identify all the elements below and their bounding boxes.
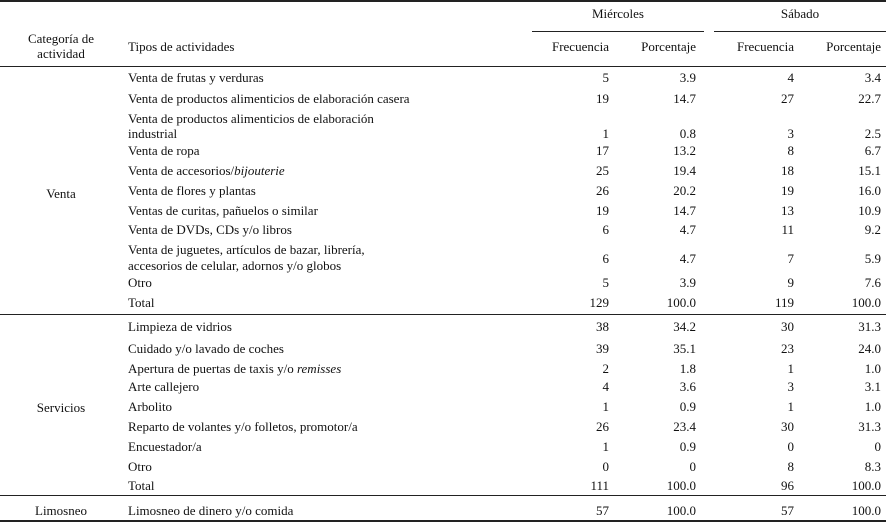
- header-saturday: Sábado: [780, 6, 820, 21]
- sat-frequency-cell: 11: [781, 222, 794, 237]
- sat-frequency-cell: 119: [774, 295, 794, 310]
- sat-percentage-cell: 1.0: [864, 399, 881, 414]
- sat-frequency-cell: 30: [781, 319, 794, 334]
- sat-percentage-cell: 3.4: [864, 70, 881, 85]
- wed-percentage-cell: 0.8: [679, 126, 696, 141]
- wed-percentage-cell: 14.7: [673, 203, 696, 218]
- wed-frequency-cell: 6: [602, 222, 609, 237]
- category-venta: Venta: [46, 186, 76, 201]
- sat-frequency-cell: 8: [787, 143, 794, 158]
- sat-percentage-cell: 10.9: [858, 203, 881, 218]
- header-sat-percentage: Porcentaje: [826, 39, 881, 54]
- header-category-line1: Categoría de: [27, 31, 95, 46]
- wed-percentage-cell: 3.9: [679, 70, 696, 85]
- activity-label: Venta de productos alimenticios de elaboración: [128, 111, 374, 126]
- activity-label: Limpieza de vidrios: [128, 319, 232, 334]
- sat-frequency-cell: 27: [781, 91, 794, 106]
- activity-label: Venta de flores y plantas: [128, 183, 256, 198]
- wed-frequency-cell: 26: [596, 419, 609, 434]
- wed-frequency-cell: 5: [602, 70, 609, 85]
- sat-percentage-cell: 1.0: [864, 361, 881, 376]
- sat-frequency-cell: 1: [787, 361, 794, 376]
- activity-label: Venta de accesorios/bijouterie: [128, 163, 285, 178]
- sat-percentage-cell: 24.0: [858, 341, 881, 356]
- wed-header-underline: [532, 31, 704, 32]
- wed-frequency-cell: 25: [596, 163, 609, 178]
- activity-label: Venta de productos alimenticios de elaboración casera: [128, 91, 410, 106]
- header-wed-percentage: Porcentaje: [641, 39, 696, 54]
- wed-frequency-cell: 129: [589, 295, 609, 310]
- wed-frequency-cell: 38: [596, 319, 609, 334]
- activity-label: Ventas de curitas, pañuelos o similar: [128, 203, 318, 218]
- wed-frequency-cell: 19: [596, 91, 609, 106]
- activity-label: Venta de DVDs, CDs y/o libros: [128, 222, 292, 237]
- sat-frequency-cell: 96: [781, 478, 794, 493]
- activity-label: Total: [128, 295, 155, 310]
- sat-percentage-cell: 31.3: [858, 319, 881, 334]
- sat-frequency-cell: 7: [787, 251, 794, 266]
- activity-label: Arbolito: [128, 399, 173, 414]
- activity-label: Venta de frutas y verduras: [128, 70, 264, 85]
- activity-label: Venta de juguetes, artículos de bazar, librería,: [128, 242, 365, 257]
- activity-label: Limosneo de dinero y/o comida: [128, 503, 294, 518]
- top-rule: [0, 0, 886, 2]
- sat-percentage-cell: 100.0: [851, 478, 881, 493]
- category-servicios: Servicios: [36, 400, 86, 415]
- wed-percentage-cell: 20.2: [673, 183, 696, 198]
- sat-frequency-cell: 9: [787, 275, 794, 290]
- sat-percentage-cell: 3.1: [864, 379, 881, 394]
- activity-label: Venta de ropa: [128, 143, 200, 158]
- sat-frequency-cell: 30: [781, 419, 794, 434]
- sat-percentage-cell: 9.2: [864, 222, 881, 237]
- wed-percentage-cell: 19.4: [673, 163, 696, 178]
- header-category-line2: actividad: [37, 46, 85, 61]
- wed-frequency-cell: 57: [596, 503, 609, 518]
- wed-percentage-cell: 0.9: [679, 439, 696, 454]
- wed-percentage-cell: 4.7: [679, 222, 696, 237]
- bottom-rule: [0, 520, 886, 522]
- wed-frequency-cell: 1: [602, 126, 609, 141]
- wed-frequency-cell: 0: [602, 459, 609, 474]
- sat-frequency-cell: 4: [787, 70, 794, 85]
- sat-frequency-cell: 23: [781, 341, 794, 356]
- wed-frequency-cell: 26: [596, 183, 609, 198]
- sat-percentage-cell: 31.3: [858, 419, 881, 434]
- sat-frequency-cell: 8: [787, 459, 794, 474]
- header-rule: [0, 66, 886, 67]
- activity-label: Otro: [128, 459, 152, 474]
- sat-header-underline: [714, 31, 886, 32]
- sat-percentage-cell: 0: [874, 439, 881, 454]
- wed-percentage-cell: 100.0: [666, 503, 696, 518]
- sat-frequency-cell: 19: [781, 183, 794, 198]
- sat-frequency-cell: 18: [781, 163, 794, 178]
- wed-percentage-cell: 3.6: [679, 379, 696, 394]
- sat-frequency-cell: 1: [787, 399, 794, 414]
- wed-frequency-cell: 19: [596, 203, 609, 218]
- wed-frequency-cell: 17: [596, 143, 609, 158]
- activity-label: accesorios de celular, adornos y/o globos: [128, 258, 342, 273]
- wed-frequency-cell: 4: [602, 379, 609, 394]
- activity-label: Otro: [128, 275, 152, 290]
- header-wed-frequency: Frecuencia: [551, 39, 609, 54]
- header-types: Tipos de actividades: [128, 39, 235, 54]
- wed-percentage-cell: 100.0: [666, 295, 696, 310]
- venta-rule: [0, 314, 886, 315]
- activity-label: Reparto de volantes y/o folletos, promotor/a: [128, 419, 358, 434]
- sat-frequency-cell: 57: [781, 503, 794, 518]
- wed-frequency-cell: 39: [596, 341, 609, 356]
- wed-percentage-cell: 14.7: [673, 91, 696, 106]
- sat-percentage-cell: 2.5: [864, 126, 881, 141]
- sat-percentage-cell: 15.1: [858, 163, 881, 178]
- sat-percentage-cell: 22.7: [858, 91, 881, 106]
- header-sat-frequency: Frecuencia: [736, 39, 794, 54]
- header-wednesday: Miércoles: [592, 6, 644, 21]
- wed-frequency-cell: 5: [602, 275, 609, 290]
- activity-label: Cuidado y/o lavado de coches: [128, 341, 284, 356]
- sat-frequency-cell: 3: [787, 379, 794, 394]
- sat-percentage-cell: 16.0: [858, 183, 881, 198]
- wed-percentage-cell: 13.2: [673, 143, 696, 158]
- wed-percentage-cell: 3.9: [679, 275, 696, 290]
- wed-frequency-cell: 2: [602, 361, 609, 376]
- sat-frequency-cell: 13: [781, 203, 794, 218]
- wed-percentage-cell: 100.0: [666, 478, 696, 493]
- wed-percentage-cell: 0.9: [679, 399, 696, 414]
- category-limosneo: Limosneo: [35, 503, 87, 518]
- activity-label: Encuestador/a: [128, 439, 202, 454]
- activity-label: Apertura de puertas de taxis y/o remisses: [128, 361, 342, 376]
- wed-percentage-cell: 0: [689, 459, 696, 474]
- sat-percentage-cell: 100.0: [851, 295, 881, 310]
- wed-percentage-cell: 23.4: [673, 419, 696, 434]
- sat-percentage-cell: 6.7: [864, 143, 881, 158]
- wed-frequency-cell: 1: [602, 439, 609, 454]
- activity-label: industrial: [128, 126, 178, 141]
- sat-percentage-cell: 5.9: [864, 251, 881, 266]
- wed-percentage-cell: 35.1: [673, 341, 696, 356]
- wed-frequency-cell: 1: [602, 399, 609, 414]
- sat-frequency-cell: 3: [787, 126, 794, 141]
- wed-percentage-cell: 34.2: [673, 319, 696, 334]
- sat-percentage-cell: 8.3: [864, 459, 881, 474]
- activity-label: Arte callejero: [128, 379, 200, 394]
- activity-label: Total: [128, 478, 155, 493]
- wed-percentage-cell: 1.8: [679, 361, 696, 376]
- sat-frequency-cell: 0: [787, 439, 794, 454]
- wed-frequency-cell: 111: [590, 478, 609, 493]
- servicios-rule: [0, 495, 886, 496]
- wed-frequency-cell: 6: [602, 251, 609, 266]
- sat-percentage-cell: 7.6: [864, 275, 881, 290]
- wed-percentage-cell: 4.7: [679, 251, 696, 266]
- sat-percentage-cell: 100.0: [851, 503, 881, 518]
